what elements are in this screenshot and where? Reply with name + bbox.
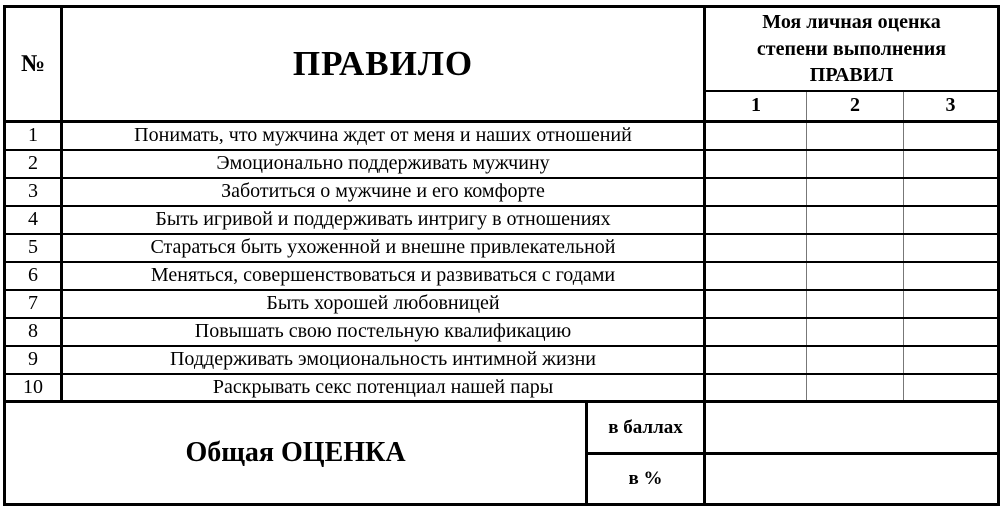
score-cell[interactable]: [807, 346, 904, 374]
score-cell[interactable]: [807, 206, 904, 234]
rule-text: Понимать, что мужчина ждет от меня и наших отношений: [62, 122, 705, 150]
score-cell[interactable]: [904, 290, 999, 318]
score-cell[interactable]: [705, 150, 807, 178]
total-unit-points-label: в баллах: [587, 402, 705, 454]
table-row: [5, 206, 999, 234]
score-cell[interactable]: [705, 122, 807, 150]
score-cell[interactable]: [705, 346, 807, 374]
score-section-header-text: Моя личная оценка степени выполнения ПРАВИЛ: [756, 11, 947, 86]
rule-text: Эмоционально поддерживать мужчину: [62, 150, 705, 178]
score-cell[interactable]: [904, 122, 999, 150]
total-percent-cell[interactable]: [705, 454, 999, 505]
table-row: [5, 122, 999, 150]
score-column-header-3: 3: [904, 91, 999, 122]
score-column-header-1: 1: [705, 91, 807, 122]
score-cell[interactable]: [904, 206, 999, 234]
rule-text: Меняться, совершенствоваться и развиваться с годами: [62, 262, 705, 290]
rule-text: Быть игривой и поддерживать интригу в отношениях: [62, 206, 705, 234]
row-number: 2: [5, 150, 62, 178]
row-number: 8: [5, 318, 62, 346]
table-row: [5, 178, 999, 206]
score-cell[interactable]: [807, 150, 904, 178]
table-row: [5, 234, 999, 262]
rules-table: [3, 5, 1000, 506]
rule-text: Стараться быть ухоженной и внешне привлекательной: [62, 234, 705, 262]
table-row: [5, 262, 999, 290]
score-cell[interactable]: [807, 318, 904, 346]
table-row: [5, 374, 999, 402]
score-cell[interactable]: [904, 346, 999, 374]
score-cell[interactable]: [705, 374, 807, 402]
row-number: 3: [5, 178, 62, 206]
score-cell[interactable]: [807, 234, 904, 262]
rule-text: Поддерживать эмоциональность интимной жизни: [62, 346, 705, 374]
score-cell[interactable]: [705, 206, 807, 234]
rule-text: Раскрывать секс потенциал нашей пары: [62, 374, 705, 402]
row-number: 10: [5, 374, 62, 402]
table-row: [5, 150, 999, 178]
row-number: 9: [5, 346, 62, 374]
score-cell[interactable]: [904, 234, 999, 262]
score-cell[interactable]: [904, 374, 999, 402]
score-cell[interactable]: [807, 122, 904, 150]
score-cell[interactable]: [904, 262, 999, 290]
rule-text: Быть хорошей любовницей: [62, 290, 705, 318]
score-cell[interactable]: [904, 318, 999, 346]
row-number: 5: [5, 234, 62, 262]
score-cell[interactable]: [807, 178, 904, 206]
score-cell[interactable]: [705, 318, 807, 346]
score-cell[interactable]: [705, 178, 807, 206]
total-row-points: [5, 402, 999, 454]
score-cell[interactable]: [705, 234, 807, 262]
total-unit-percent-label: в %: [587, 454, 705, 505]
score-cell[interactable]: [807, 262, 904, 290]
rule-column-header: ПРАВИЛО: [62, 7, 705, 122]
table-row: [5, 290, 999, 318]
score-cell[interactable]: [705, 290, 807, 318]
score-section-header: [705, 7, 999, 91]
score-cell[interactable]: [807, 374, 904, 402]
row-number: 6: [5, 262, 62, 290]
total-label: Общая ОЦЕНКА: [5, 402, 587, 505]
row-number: 4: [5, 206, 62, 234]
score-column-header-2: 2: [807, 91, 904, 122]
score-cell[interactable]: [904, 178, 999, 206]
score-cell[interactable]: [807, 290, 904, 318]
row-number: 7: [5, 290, 62, 318]
total-points-cell[interactable]: [705, 402, 999, 454]
row-number: 1: [5, 122, 62, 150]
table-row: [5, 318, 999, 346]
score-cell[interactable]: [705, 262, 807, 290]
rule-text: Повышать свою постельную квалификацию: [62, 318, 705, 346]
number-column-header: №: [5, 7, 62, 122]
score-cell[interactable]: [904, 150, 999, 178]
rule-text: Заботиться о мужчине и его комфорте: [62, 178, 705, 206]
table-row: [5, 346, 999, 374]
